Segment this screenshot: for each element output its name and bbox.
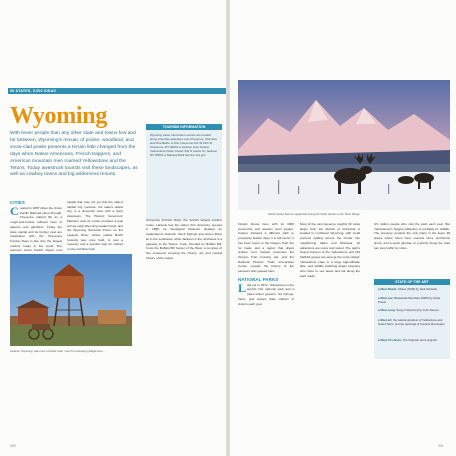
column-text: aid out in 1872, Yellowstone is the world's first national park and a place where geysers, hot springs, bison, and wolves draw millions of visitors each year. <box>238 282 294 306</box>
state-art-row: ● Must-song: Song of Wyoming by John Denver <box>378 308 439 312</box>
page-number: 300 <box>10 444 16 448</box>
section-label: 50 STATES, 5,000 IDEAS <box>8 88 226 94</box>
row-value: Shane (1949) by Jack Schaefer <box>398 287 438 291</box>
photo-caption: Laramie, Wyoming, was once a frontier town; now it's a booming college town... <box>10 350 105 353</box>
state-art-row: ● Must-Reads: Shane (1949) by Jack Schaefer <box>378 287 438 291</box>
photo-caption: Herds moose feed on sagebrush during the harsh winters in the Teton Range. <box>268 213 361 216</box>
column-text: US million people who visit the park each year. But Yellowstone's biggest attraction is probably its wildlife. The preserve remains the only place in the lower 48 states where bison have roamed since prehistoric times, and a quick glimpse of a grizzly along the road can stop traffic for miles. <box>374 222 450 250</box>
page-title: Wyoming <box>10 103 108 129</box>
right-column-2 <box>300 222 360 386</box>
state-of-the-art-box <box>374 279 450 359</box>
right-column-3 <box>374 222 450 272</box>
row-value: the natural grandeur of Yellowstone and Grand Teton, and the paintings of Frederic Remington <box>378 318 445 326</box>
left-column-3 <box>146 218 222 386</box>
drop-cap: L <box>238 280 247 295</box>
drop-cap: C <box>10 204 19 218</box>
water-tower-image <box>10 254 132 346</box>
page-number: 301 <box>438 444 444 448</box>
left-column-2 <box>67 200 123 252</box>
column-text: Most of the vast preserve roughly 60 miles larger than the District of Columbia is located in northwest Wyoming, with small portions spilling across the border into neighboring Idaho and Montana. Its attractions are many and varied. The park's Grand Canyon of the Yellowstone and Old Faithful geyser are among the most visited; Yellowstone Lake is a large high-altitude lake, and wildlife watching draws travelers who hope to see bears and elk along the park roads. <box>300 222 360 278</box>
moose-photo <box>238 80 450 210</box>
left-column-1 <box>10 200 62 252</box>
state-art-row: ● Must-see: Brokeback Mountain (2005) by Annie Proulx <box>378 296 441 304</box>
state-art-row: ● Must-TV-shows: The Virginian and Longmire <box>378 338 437 342</box>
row-value: Song of Wyoming by John Denver <box>396 308 439 312</box>
info-box-header: TOURISM INFORMATION <box>162 125 206 129</box>
row-label: Must-Reads: <box>380 287 398 291</box>
column-text: Cheyenne Frontier Days, the world's largest outdoor rodeo. Laramie has the state's first university, opened in 1886; its Geological Museum displays an Apatosaurus skeleton. Rock Springs and Green River lie in the southwest, while Jackson in the northwest is a gateway to the Tetons. Cody, founded by Buffalo Bill, hosts the Buffalo Bill Center of the West, a complex of five museums covering the history, art, and natural history of the region. <box>146 218 222 260</box>
row-label: Must-song: <box>380 308 396 312</box>
book-gutter <box>226 0 230 456</box>
intro-text: With fewer people than any other state and towns few and far between, Wyoming's mosaic of prairie, woodland, and snow-clad peaks presents a terrain little changed from the days when Native Americans, French trappers, and American mountain men roamed Yellowstone and the Tetons. Today awestruck tourists visit these landscapes, as well as cowboy towns and big wilderness resorts. <box>10 131 138 178</box>
right-page <box>228 0 456 456</box>
tourism-info-box <box>146 124 222 220</box>
cities-heading: CITIES <box>10 200 25 205</box>
row-value: The Virginian and Longmire <box>402 338 437 342</box>
right-column-1 <box>238 222 294 386</box>
row-value: Brokeback Mountain (2005) by Annie Proulx <box>378 296 441 304</box>
info-box-text: Wyoming visitor information centers are located along interstate gateways near Cheyenne, Sheridan, and Pine Bluffs. ● Visit Cheyenne 121 W 15th St, Cheyenne, WY 82001 ● Jackson Hole Greater Yellowstone Visitor Center 532 N Cache St, Jackson, WY 83001 ● National Park Service nps.gov <box>150 133 218 158</box>
tetons-moose-image <box>238 80 450 210</box>
column-text: capital that may not yet visit the state's capital city. Laramie, the state's oldest city, is a university town with a lively downtown. The Historic Governors' Mansion near its center provides a look at how early Wyoming leaders lived, and the Wyoming Territorial Prison on the Laramie River, where outlaw Butch Cassidy was once held, is now a museum and a popular stop for visitors on the old West trail. <box>67 200 123 252</box>
state-art-header: STATE OF THE ART <box>395 280 429 284</box>
laramie-photo <box>10 254 132 346</box>
column-text: historic Route lives with its 1908 locomotive and western town square. Casper followed a different path to prosperity. Earlier days, it is rail center; it has been home to the Oregon Trail, the fur trade, and a region that draws visitors. Fort Caspar preserves the Oregon Trail crossing site, and the National Historic Trails Interpretive Center reveals the history of the pioneers who passed here. <box>238 222 294 274</box>
national-parks-heading: NATIONAL PARKS <box>238 276 279 282</box>
row-label: Must-TV-shows: <box>380 338 402 342</box>
state-art-row: ● Must art: the natural grandeur of Yellowstone and Grand Teton, and the paintings of Frederic Remington <box>378 318 445 326</box>
row-label: Must-see: <box>380 296 394 300</box>
row-label: Must art: <box>380 318 393 322</box>
column-text: reated in 1867 when the Union Pacific Railroad came through, Cheyenne started life as a rough-and-tumble railroad town of saloons and gamblers. Today the state capital and its frontier past are celebrated with the Cheyenne Frontier Days in late July, the largest outdoor rodeo in the world. The restored Union Pacific Depot now <box>10 206 62 253</box>
